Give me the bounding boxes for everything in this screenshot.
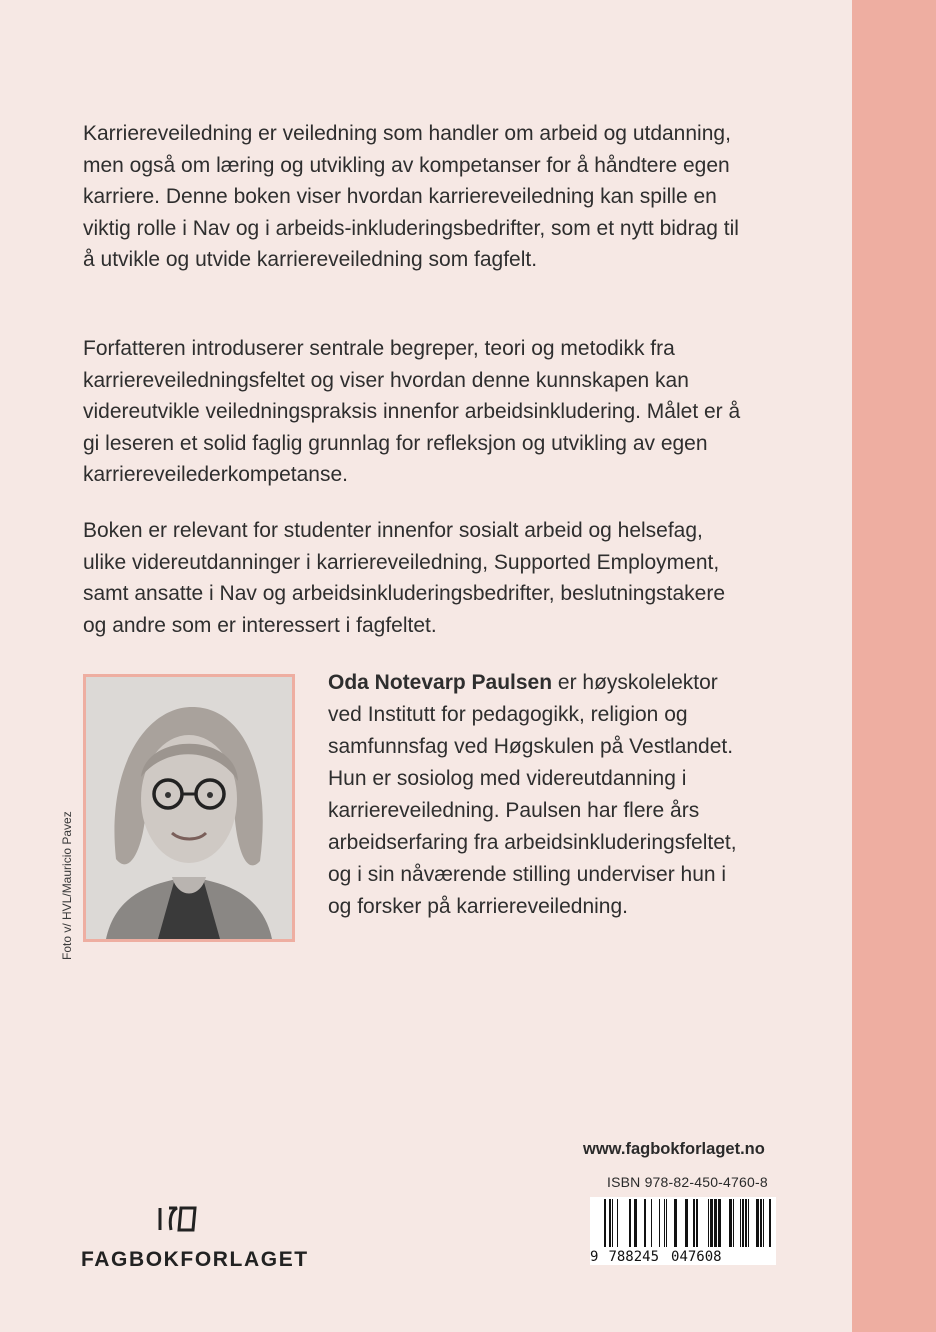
barcode-bar: [612, 1199, 613, 1247]
blurb-paragraph-2: Forfatteren introduserer sentrale begreper, teori og metodikk fra karriereveiledningsfeltet og viser hvordan denne kunnskapen kan videreutvikle veiledningspraksis innenfor arbeidsinkludering. Målet er å gi leseren et solid faglig grunnlag for refleksjon og utvikling av egen karriereveilederkompetanse.: [83, 337, 741, 486]
isbn-text: ISBN 978-82-450-4760-8: [607, 1174, 768, 1190]
barcode-bar: [609, 1199, 611, 1247]
publisher-name: FAGBOKFORLAGET: [81, 1248, 309, 1271]
barcode-bar: [748, 1199, 749, 1247]
barcode-bar: [617, 1199, 618, 1247]
barcode-bar: [763, 1199, 764, 1247]
barcode-bar: [745, 1199, 747, 1247]
barcode-bar: [718, 1199, 721, 1247]
photo-credit: Foto v/ HVL/Mauricio Pavez: [60, 811, 74, 960]
barcode-bar: [729, 1199, 732, 1247]
barcode-bar: [769, 1199, 771, 1247]
barcode-bar: [714, 1199, 717, 1247]
author-bio: [328, 667, 748, 923]
author-name: Oda Notevarp Paulsen: [328, 671, 553, 694]
barcode-bar: [693, 1199, 695, 1247]
barcode-bar: [710, 1199, 713, 1247]
author-portrait-illustration: [86, 677, 292, 939]
barcode-bar: [696, 1199, 698, 1247]
barcode-bar: [742, 1199, 744, 1247]
barcode-bar: [666, 1199, 667, 1247]
barcode-bar: [629, 1199, 631, 1247]
barcode-bar: [760, 1199, 762, 1247]
barcode-bar: [659, 1199, 660, 1247]
barcode-bar: [664, 1199, 665, 1247]
barcode-bar: [708, 1199, 709, 1247]
barcode-bar: [604, 1199, 606, 1247]
barcode-bar: [674, 1199, 677, 1247]
barcode-bar: [651, 1199, 652, 1247]
blurb-paragraph-3: Boken er relevant for studenter innenfor sosialt arbeid og helsefag, ulike videreutdanninger i karriereveiledning, Supported Employment, samt ansatte i Nav og arbeidsinkluderingsbedrifter, beslutningstakere og andre som er interessert i fagfeltet.: [83, 519, 726, 637]
barcode-bar: [644, 1199, 646, 1247]
barcode-bars: [590, 1197, 776, 1249]
blurb-paragraph-1: Karriereveiledning er veiledning som handler om arbeid og utdanning, men også om læring og utvikling av kompetanser for å håndtere egen karriere. Denne boken viser hvordan karriereveiledning kan spille en viktig rolle i Nav og i arbeids-inkluderingsbedrifter, som et nytt bidrag til å utvikle og utvide karriereveiledning som fagfelt.: [83, 122, 739, 271]
author-bio-text: er høyskolelektor ved Institutt for pedagogikk, religion og samfunnsfag ved Høgskulen på Vestlandet. Hun er sosiolog med videreutdanning i karriereveiledning. Paulsen har flere års arbeidserfaring fra arbeidsinkluderingsfeltet, og i sin nåværende stilling underviser hun i og forsker på karriereveiledning.: [328, 671, 737, 918]
barcode-bar: [685, 1199, 688, 1247]
barcode-bar: [634, 1199, 637, 1247]
barcode-digit-lead: 9: [590, 1249, 599, 1265]
publisher-logo-icon: [157, 1205, 199, 1238]
barcode-bar: [733, 1199, 734, 1247]
barcode-digits: [590, 1247, 776, 1265]
barcode-bar: [756, 1199, 759, 1247]
publisher-website-link[interactable]: www.fagbokforlaget.no: [583, 1140, 765, 1158]
accent-band: [852, 0, 936, 1332]
barcode-digit-group-1: 788245: [608, 1249, 660, 1265]
barcode-digit-group-2: 047608: [671, 1249, 722, 1265]
barcode-bar: [740, 1199, 741, 1247]
author-photo: [83, 674, 295, 942]
